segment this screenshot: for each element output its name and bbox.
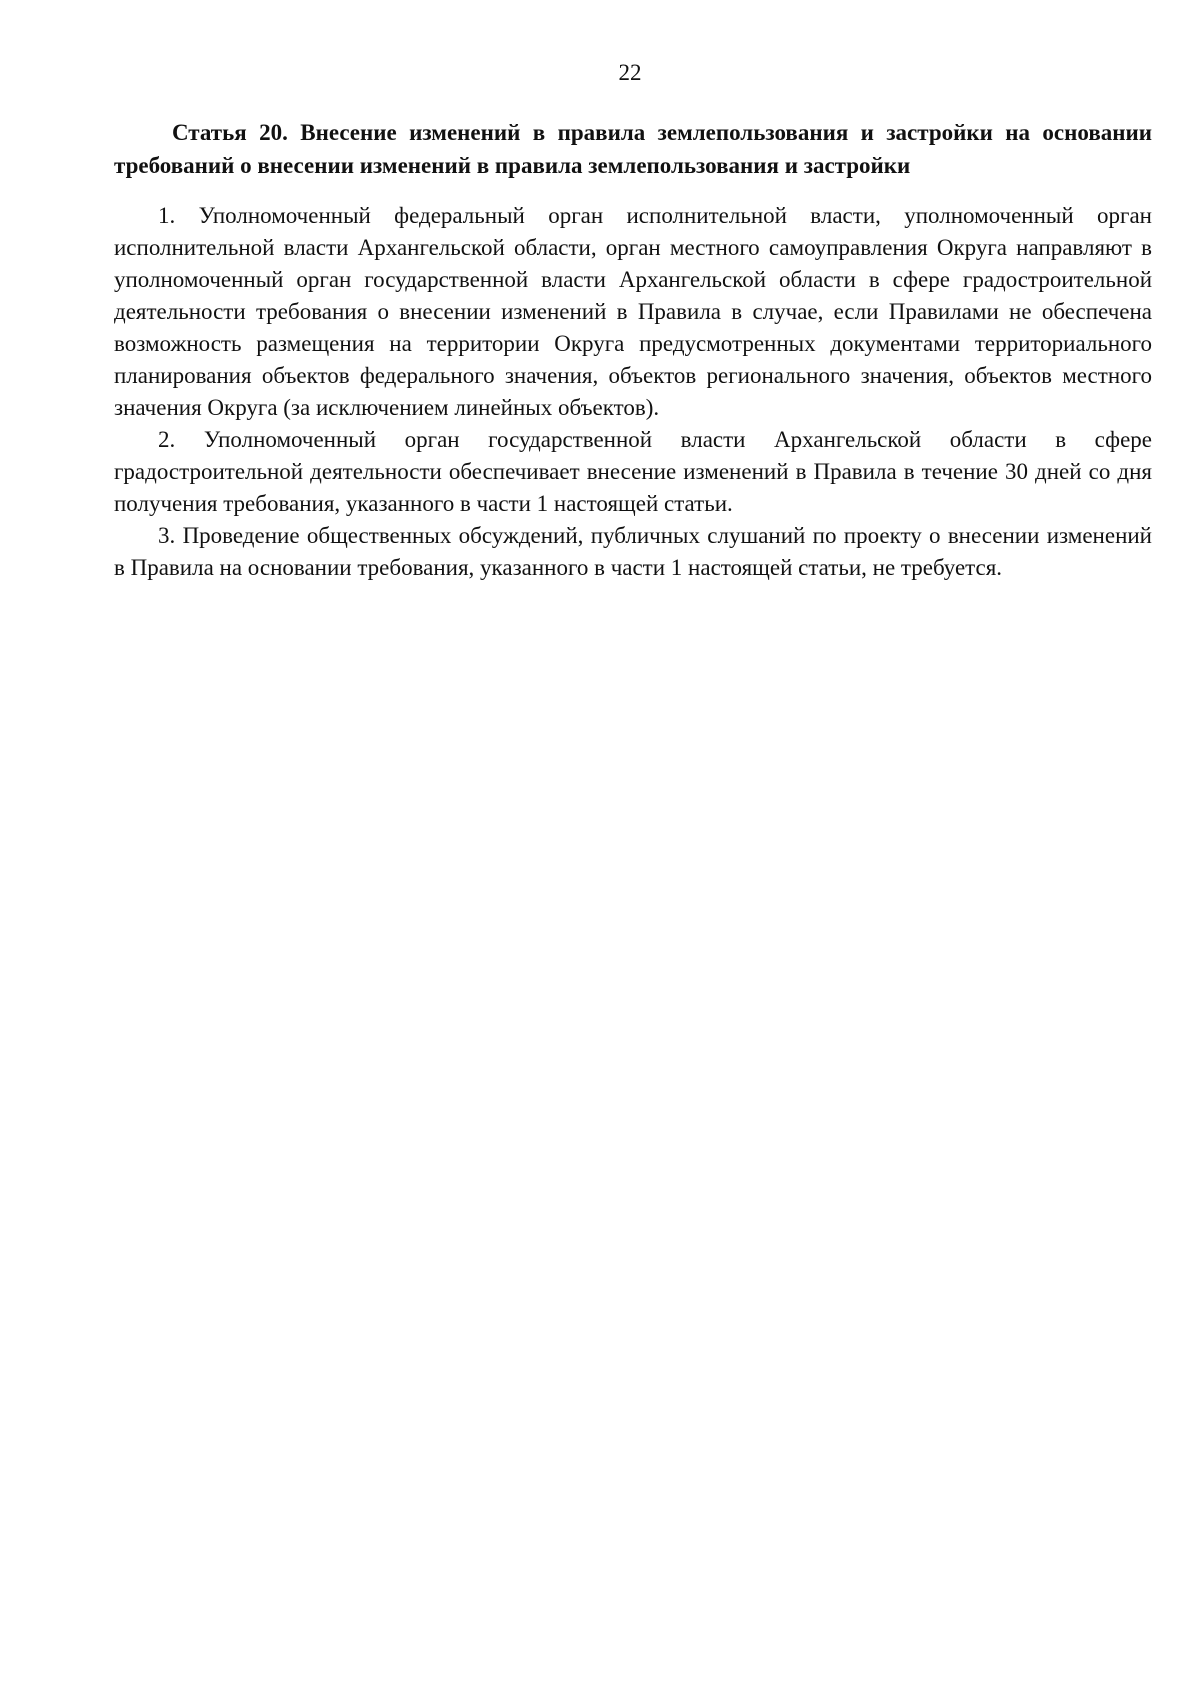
page-number: 22 bbox=[618, 60, 642, 85]
article-title: Статья 20. Внесение изменений в правила землепользования и застройки на основании требований о внесении изменений в правила землепользования и застройки bbox=[114, 120, 1152, 178]
article-paragraph-2: 2. Уполномоченный орган государственной власти Архангельской области в сфере градостроительной деятельности обеспечивает внесение изменений в Правила в течение 30 дней со дня получения требования, указанного в части 1 настоящей статьи. bbox=[114, 427, 1152, 516]
article-paragraph-3: 3. Проведение общественных обсуждений, публичных слушаний по проекту о внесении изменений в Правила на основании требования, указанного в части 1 настоящей статьи, не требуется. bbox=[114, 523, 1152, 580]
article-paragraph-1: 1. Уполномоченный федеральный орган исполнительной власти, уполномоченный орган исполнительной власти Архангельской области, орган местного самоуправления Округа направляют в уполномоченный орган государственной власти Архангельской области в сфере градостроительной деятельности требования о внесении изменений в Правила в случае, если Правилами не обеспечена возможность размещения на территории Округа предусмотренных документами территориального планирования объектов федерального значения, объектов регионального значения, объектов местного значения Округа (за исключением линейных объектов). bbox=[114, 203, 1152, 420]
article-section bbox=[114, 116, 1152, 584]
